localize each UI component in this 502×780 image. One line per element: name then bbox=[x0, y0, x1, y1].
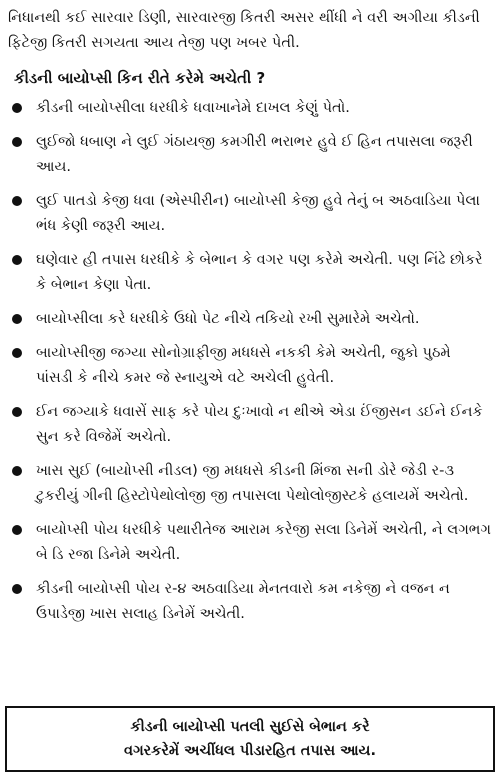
list-item bbox=[8, 307, 492, 332]
bullet-icon bbox=[12, 103, 22, 113]
list-item-text: ઘણેવાર હી તપાસ ધરધીકે કે બેભાન કે વગર પણ કરેમે અચેતી. પણ નિંઢે છોકરે કે બેભાન કેણા પેતા. bbox=[36, 252, 483, 293]
bullet-icon bbox=[12, 137, 22, 147]
list-item-text: બાયોપ્સીજી જગ્યા સોનોગ્રાફીજી મધધસે નકકી કેમે અચેતી, જુકો પુઠમે પાંસડી કે નીચે કમર જે સ્નાયુએ વટે અચેલી હુવેતી. bbox=[36, 345, 451, 386]
list-item-text: બાયોપ્સીલા કરે ધરધીકે ઉધો પેટ નીચે તકિયો રખી સુમારેમે અચેતો. bbox=[36, 311, 420, 327]
bullet-icon bbox=[12, 314, 22, 324]
list-item bbox=[8, 400, 492, 450]
list-item-text: ઈન જગ્યાકે ધવાસેં સાફ કરે પોય દુઃખાવો ન થીએ એડા ઈંજીસન ડઈને ઈનકે સુન કરે વિજેમેં અચેતો. bbox=[36, 404, 483, 445]
list-item bbox=[8, 518, 492, 568]
bullet-icon bbox=[12, 525, 22, 535]
list-item-text: કીડની બાયોપ્સી પોય ર-૪ અઠવાડિયા મેનતવારો કમ નકેજી ને વજન ન ઉપાડેજી ખાસ સલાહ ડિનેમેં અચેતી. bbox=[36, 581, 450, 622]
bullet-icon bbox=[12, 584, 22, 594]
list-item-text: ખાસ સુઈ (બાયોપ્સી નીડલ) જી મધધસે કીડની મિંજા સની ડોરે જેડી ર-૩ ટુકરીયું ગીની હિસ્ટોપેથોલોજી જી તપાસલા પેથોલોજીસ્ટકે હલાયમેં અચેતો. bbox=[36, 463, 469, 504]
list-item bbox=[8, 130, 492, 180]
list-item bbox=[8, 459, 492, 509]
list-item-text: લુઈ પાતડો કેજી ધવા (એસ્પીરીન) બાયોપ્સી કેજી હુવે તેનું બ અઠવાડિયા પેલા ભંધ કેણી જરૂરી આય. bbox=[36, 193, 480, 234]
list-item bbox=[8, 248, 492, 298]
intro-paragraph: નિધાનથી કઈ સારવાર ડિણી, સારવારજી કિતરી અસર થીંધી ને વરી અગીયા કીડની ફિટેજી કિતરી સગયતા આય તેજી પણ ખબર પેતી. bbox=[8, 10, 480, 51]
bullet-icon bbox=[12, 348, 22, 358]
bullet-icon bbox=[12, 255, 22, 265]
bullet-icon bbox=[12, 407, 22, 417]
list-item-text: કીડની બાયોપ્સીલા ધરધીકે ધવાખાનેમે દાખલ કેણું પેતો. bbox=[36, 100, 350, 116]
summary-box bbox=[5, 706, 495, 772]
bullet-icon bbox=[12, 466, 22, 476]
list-item bbox=[8, 341, 492, 391]
summary-line-1: કીડની બાયોપ્સી પતલી સુઈસે બેભાન કરે bbox=[130, 719, 370, 735]
list-item bbox=[8, 96, 492, 121]
bullet-list bbox=[8, 96, 492, 627]
section-heading: કીડની બાયોપ્સી કિન રીતે કરેમે અચેતી ? bbox=[14, 69, 266, 87]
list-item bbox=[8, 577, 492, 627]
list-item bbox=[8, 189, 492, 239]
summary-line-2: વગરકરેમેં અચીંધલ પીડારહિત તપાસ આય. bbox=[124, 743, 376, 759]
list-item-text: બાયોપ્સી પોય ધરધીકે પથારીતેજ આરામ કરેજી સલા ડિનેમેં અચેતી, ને લગભગ બે ડિ રજા ડિનેમે અચેતી. bbox=[36, 522, 491, 563]
list-item-text: લુઈજો ધબાણ ને લુઈ ગંઠાયજી કમગીરી ભરાભર હુવે ઈ હિન તપાસલા જરૂરી આય. bbox=[36, 134, 473, 175]
bullet-icon bbox=[12, 196, 22, 206]
